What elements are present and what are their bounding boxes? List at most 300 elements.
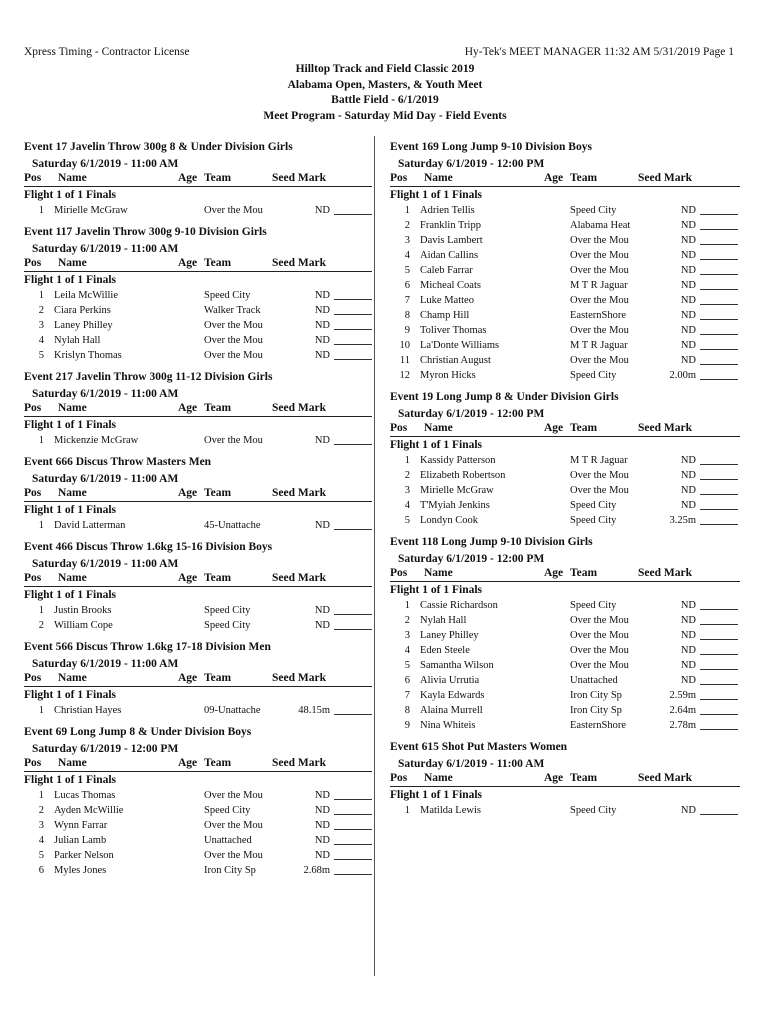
seed-mark: ND xyxy=(314,805,330,816)
entry-row xyxy=(390,803,740,818)
seed-mark: ND xyxy=(314,820,330,831)
entry-pos: 9 xyxy=(404,720,410,731)
team-name: Over the Mou xyxy=(570,645,629,656)
entry-pos: 2 xyxy=(38,620,44,631)
pos-header: Pos xyxy=(390,172,408,184)
entry-pos: 3 xyxy=(38,820,44,831)
event-block xyxy=(24,638,372,718)
column-header-row xyxy=(390,567,740,582)
seed-mark: ND xyxy=(680,355,696,366)
team-name: Speed City xyxy=(570,500,617,511)
seed-mark-header: Seed Mark xyxy=(272,572,326,584)
age-header: Age xyxy=(544,567,564,579)
seed-mark: ND xyxy=(314,335,330,346)
result-blank-line xyxy=(334,314,372,315)
team-name: Speed City xyxy=(570,205,617,216)
name-header: Name xyxy=(58,672,87,684)
athlete-name: David Latterman xyxy=(54,520,126,531)
entry-pos: 2 xyxy=(38,305,44,316)
seed-mark: 3.25m xyxy=(669,515,696,526)
athlete-name: Micheal Coats xyxy=(420,280,481,291)
result-blank-line xyxy=(700,304,738,305)
seed-mark: ND xyxy=(680,500,696,511)
result-blank-line xyxy=(700,509,738,510)
result-blank-line xyxy=(700,699,738,700)
name-header: Name xyxy=(58,172,87,184)
seed-mark-header: Seed Mark xyxy=(272,487,326,499)
team-name: M T R Jaguar xyxy=(570,280,628,291)
entry-pos: 3 xyxy=(38,320,44,331)
result-blank-line xyxy=(700,524,738,525)
event-block xyxy=(390,388,740,528)
seed-mark: ND xyxy=(680,280,696,291)
seed-mark: ND xyxy=(680,645,696,656)
column-header-row xyxy=(24,487,372,502)
result-blank-line xyxy=(700,494,738,495)
entry-pos: 5 xyxy=(38,350,44,361)
team-name: Unattached xyxy=(204,835,252,846)
seed-mark: ND xyxy=(680,675,696,686)
athlete-name: Samantha Wilson xyxy=(420,660,494,671)
entry-pos: 8 xyxy=(404,310,410,321)
entry-pos: 1 xyxy=(404,600,410,611)
result-blank-line xyxy=(700,214,738,215)
pos-header: Pos xyxy=(390,772,408,784)
entry-row xyxy=(24,333,372,348)
athlete-name: Kassidy Patterson xyxy=(420,455,496,466)
team-name: Over the Mou xyxy=(570,325,629,336)
seed-mark: 2.64m xyxy=(669,705,696,716)
seed-mark: ND xyxy=(680,250,696,261)
seed-mark-header: Seed Mark xyxy=(638,567,692,579)
entry-pos: 1 xyxy=(404,205,410,216)
seed-mark: ND xyxy=(680,205,696,216)
result-blank-line xyxy=(700,229,738,230)
entry-pos: 1 xyxy=(38,705,44,716)
seed-mark: ND xyxy=(314,850,330,861)
result-blank-line xyxy=(334,714,372,715)
result-blank-line xyxy=(700,349,738,350)
team-name: Over the Mou xyxy=(204,820,263,831)
event-title: Event 118 Long Jump 9-10 Division Girls xyxy=(390,536,593,548)
team-name: Over the Mou xyxy=(570,250,629,261)
entry-row xyxy=(390,498,740,513)
athlete-name: Caleb Farrar xyxy=(420,265,473,276)
seed-mark: ND xyxy=(680,630,696,641)
result-blank-line xyxy=(334,614,372,615)
team-header: Team xyxy=(204,172,232,184)
result-blank-line xyxy=(334,214,372,215)
seed-mark: ND xyxy=(314,790,330,801)
pos-header: Pos xyxy=(24,172,42,184)
entry-row xyxy=(24,348,372,363)
entry-row xyxy=(24,788,372,803)
entry-pos: 1 xyxy=(38,290,44,301)
seed-mark: ND xyxy=(680,660,696,671)
result-blank-line xyxy=(334,299,372,300)
entry-pos: 9 xyxy=(404,325,410,336)
column-header-row xyxy=(390,172,740,187)
seed-mark-header: Seed Mark xyxy=(272,402,326,414)
entry-row xyxy=(24,603,372,618)
entry-row xyxy=(24,803,372,818)
entry-row xyxy=(390,353,740,368)
athlete-name: Wynn Farrar xyxy=(54,820,108,831)
entry-row xyxy=(390,218,740,233)
result-blank-line xyxy=(334,629,372,630)
entry-pos: 11 xyxy=(399,355,410,366)
flight-label: Flight 1 of 1 Finals xyxy=(24,589,117,601)
team-name: Speed City xyxy=(570,370,617,381)
column-header-row xyxy=(24,757,372,772)
seed-mark: 2.59m xyxy=(669,690,696,701)
seed-mark: 2.78m xyxy=(669,720,696,731)
event-block xyxy=(390,138,740,383)
flight-label: Flight 1 of 1 Finals xyxy=(390,789,483,801)
seed-mark-header: Seed Mark xyxy=(638,772,692,784)
seed-mark: ND xyxy=(680,310,696,321)
entry-row xyxy=(24,203,372,218)
entry-row xyxy=(24,518,372,533)
team-name: Unattached xyxy=(570,675,618,686)
event-title: Event 466 Discus Throw 1.6kg 15-16 Division Boys xyxy=(24,541,273,553)
athlete-name: Franklin Tripp xyxy=(420,220,481,231)
athlete-name: Adrien Tellis xyxy=(420,205,475,216)
seed-mark-header: Seed Mark xyxy=(272,257,326,269)
team-header: Team xyxy=(570,172,598,184)
column-header-row xyxy=(390,422,740,437)
session-time: Saturday 6/1/2019 - 11:00 AM xyxy=(32,658,179,670)
meet-title: Hilltop Track and Field Classic 2019 xyxy=(295,63,475,75)
athlete-name: La'Donte Williams xyxy=(420,340,500,351)
team-name: Over the Mou xyxy=(204,335,263,346)
seed-mark: ND xyxy=(680,485,696,496)
team-name: 45-Unattache xyxy=(204,520,261,531)
result-blank-line xyxy=(700,364,738,365)
seed-mark: ND xyxy=(314,435,330,446)
entry-row xyxy=(24,618,372,633)
entry-pos: 6 xyxy=(404,675,410,686)
entry-pos: 6 xyxy=(404,280,410,291)
team-header: Team xyxy=(204,257,232,269)
athlete-name: Julian Lamb xyxy=(54,835,107,846)
athlete-name: Nylah Hall xyxy=(420,615,467,626)
event-title: Event 566 Discus Throw 1.6kg 17-18 Division Men xyxy=(24,641,271,653)
seed-mark: ND xyxy=(680,615,696,626)
result-blank-line xyxy=(334,329,372,330)
athlete-name: Aidan Callins xyxy=(420,250,479,261)
result-blank-line xyxy=(334,344,372,345)
flight-label: Flight 1 of 1 Finals xyxy=(24,774,117,786)
entry-row xyxy=(24,848,372,863)
entry-row xyxy=(390,688,740,703)
team-name: Over the Mou xyxy=(570,485,629,496)
session-time: Saturday 6/1/2019 - 11:00 AM xyxy=(32,158,179,170)
meet-manager-header: Hy-Tek's MEET MANAGER 11:32 AM 5/31/2019 Page 1 xyxy=(464,46,734,58)
entry-row xyxy=(24,833,372,848)
entry-pos: 4 xyxy=(38,835,44,846)
result-blank-line xyxy=(700,464,738,465)
entry-pos: 1 xyxy=(404,455,410,466)
athlete-name: Mirielle McGraw xyxy=(54,205,128,216)
name-header: Name xyxy=(424,172,453,184)
result-blank-line xyxy=(700,624,738,625)
result-blank-line xyxy=(334,844,372,845)
entry-row xyxy=(390,643,740,658)
entry-row xyxy=(390,233,740,248)
result-blank-line xyxy=(700,274,738,275)
seed-mark: ND xyxy=(314,205,330,216)
team-name: Over the Mou xyxy=(204,320,263,331)
pos-header: Pos xyxy=(24,757,42,769)
seed-mark: ND xyxy=(314,290,330,301)
team-header: Team xyxy=(570,772,598,784)
seed-mark: ND xyxy=(680,470,696,481)
entry-pos: 8 xyxy=(404,705,410,716)
athlete-name: Elizabeth Robertson xyxy=(420,470,506,481)
athlete-name: Laney Philley xyxy=(54,320,113,331)
age-header: Age xyxy=(178,487,198,499)
entry-pos: 1 xyxy=(38,520,44,531)
athlete-name: Alivia Urrutia xyxy=(420,675,480,686)
result-blank-line xyxy=(700,479,738,480)
entry-row xyxy=(24,703,372,718)
entry-pos: 4 xyxy=(404,250,410,261)
team-name: Over the Mou xyxy=(204,790,263,801)
seed-mark: ND xyxy=(314,350,330,361)
flight-label: Flight 1 of 1 Finals xyxy=(390,439,483,451)
name-header: Name xyxy=(424,422,453,434)
seed-mark: ND xyxy=(314,520,330,531)
seed-mark-header: Seed Mark xyxy=(638,422,692,434)
result-blank-line xyxy=(700,654,738,655)
result-blank-line xyxy=(334,799,372,800)
pos-header: Pos xyxy=(390,422,408,434)
team-name: Speed City xyxy=(204,605,251,616)
event-title: Event 615 Shot Put Masters Women xyxy=(390,741,568,753)
result-blank-line xyxy=(700,609,738,610)
entry-row xyxy=(24,318,372,333)
entry-pos: 4 xyxy=(404,645,410,656)
event-block xyxy=(24,368,372,448)
team-name: M T R Jaguar xyxy=(570,340,628,351)
entry-pos: 7 xyxy=(404,295,410,306)
result-blank-line xyxy=(700,289,738,290)
age-header: Age xyxy=(178,257,198,269)
pos-header: Pos xyxy=(390,567,408,579)
entry-pos: 5 xyxy=(404,265,410,276)
entry-row xyxy=(390,658,740,673)
event-title: Event 69 Long Jump 8 & Under Division Boys xyxy=(24,726,252,738)
event-block xyxy=(24,453,372,533)
team-name: 09-Unattache xyxy=(204,705,261,716)
event-block xyxy=(24,723,372,878)
entry-pos: 5 xyxy=(404,515,410,526)
entry-row xyxy=(390,703,740,718)
seed-mark: ND xyxy=(680,295,696,306)
pos-header: Pos xyxy=(24,672,42,684)
entry-pos: 10 xyxy=(399,340,410,351)
entry-row xyxy=(24,863,372,878)
name-header: Name xyxy=(58,572,87,584)
flight-label: Flight 1 of 1 Finals xyxy=(24,274,117,286)
athlete-name: T'Myiah Jenkins xyxy=(420,500,490,511)
seed-mark: ND xyxy=(680,325,696,336)
athlete-name: Cassie Richardson xyxy=(420,600,498,611)
meet-subtitle: Alabama Open, Masters, & Youth Meet xyxy=(287,78,483,91)
flight-label: Flight 1 of 1 Finals xyxy=(24,689,117,701)
session-time: Saturday 6/1/2019 - 11:00 AM xyxy=(32,388,179,400)
athlete-name: Toliver Thomas xyxy=(420,325,487,336)
meet-title-block xyxy=(0,62,770,124)
result-blank-line xyxy=(334,859,372,860)
session-time: Saturday 6/1/2019 - 12:00 PM xyxy=(398,553,545,565)
result-blank-line xyxy=(700,814,738,815)
result-blank-line xyxy=(700,669,738,670)
event-block xyxy=(24,138,372,218)
result-blank-line xyxy=(700,379,738,380)
team-name: Iron City Sp xyxy=(570,705,622,716)
entry-pos: 1 xyxy=(38,790,44,801)
session-time: Saturday 6/1/2019 - 12:00 PM xyxy=(32,743,179,755)
team-name: Over the Mou xyxy=(570,295,629,306)
entry-row xyxy=(390,278,740,293)
entry-pos: 7 xyxy=(404,690,410,701)
entry-row xyxy=(390,468,740,483)
entry-row xyxy=(390,338,740,353)
entry-row xyxy=(24,288,372,303)
age-header: Age xyxy=(178,572,198,584)
age-header: Age xyxy=(178,402,198,414)
event-title: Event 666 Discus Throw Masters Men xyxy=(24,456,212,468)
pos-header: Pos xyxy=(24,487,42,499)
entry-row xyxy=(390,628,740,643)
seed-mark-header: Seed Mark xyxy=(638,172,692,184)
flight-label: Flight 1 of 1 Finals xyxy=(24,189,117,201)
result-blank-line xyxy=(700,259,738,260)
name-header: Name xyxy=(58,402,87,414)
name-header: Name xyxy=(424,567,453,579)
pos-header: Pos xyxy=(24,572,42,584)
seed-mark: ND xyxy=(680,455,696,466)
team-name: Speed City xyxy=(570,600,617,611)
session-time: Saturday 6/1/2019 - 11:00 AM xyxy=(32,243,179,255)
entry-row xyxy=(390,598,740,613)
entry-row xyxy=(390,513,740,528)
column-divider xyxy=(374,136,375,976)
athlete-name: Mickenzie McGraw xyxy=(54,435,139,446)
session-time: Saturday 6/1/2019 - 11:00 AM xyxy=(398,758,545,770)
seed-mark-header: Seed Mark xyxy=(272,672,326,684)
entry-row xyxy=(390,673,740,688)
athlete-name: Lucas Thomas xyxy=(54,790,116,801)
entry-pos: 4 xyxy=(38,335,44,346)
entry-row xyxy=(390,368,740,383)
event-title: Event 19 Long Jump 8 & Under Division Girls xyxy=(390,391,619,403)
entry-pos: 6 xyxy=(38,865,44,876)
entry-row xyxy=(390,203,740,218)
team-name: Over the Mou xyxy=(570,355,629,366)
team-header: Team xyxy=(570,422,598,434)
left-events-column xyxy=(24,138,372,883)
seed-mark: ND xyxy=(314,320,330,331)
team-name: Speed City xyxy=(570,515,617,526)
name-header: Name xyxy=(58,757,87,769)
contractor-license-text: Xpress Timing - Contractor License xyxy=(24,46,190,58)
athlete-name: Nylah Hall xyxy=(54,335,101,346)
result-blank-line xyxy=(334,829,372,830)
event-title: Event 17 Javelin Throw 300g 8 & Under Division Girls xyxy=(24,141,293,153)
entry-pos: 5 xyxy=(38,850,44,861)
athlete-name: Leila McWillie xyxy=(54,290,119,301)
team-header: Team xyxy=(204,487,232,499)
team-name: Over the Mou xyxy=(570,615,629,626)
entry-row xyxy=(390,718,740,733)
team-header: Team xyxy=(204,672,232,684)
athlete-name: Champ Hill xyxy=(420,310,470,321)
pos-header: Pos xyxy=(24,402,42,414)
flight-label: Flight 1 of 1 Finals xyxy=(24,504,117,516)
athlete-name: Kayla Edwards xyxy=(420,690,485,701)
athlete-name: Ciara Perkins xyxy=(54,305,111,316)
result-blank-line xyxy=(700,684,738,685)
age-header: Age xyxy=(544,772,564,784)
name-header: Name xyxy=(58,487,87,499)
result-blank-line xyxy=(700,714,738,715)
athlete-name: Eden Steele xyxy=(420,645,470,656)
team-name: Iron City Sp xyxy=(570,690,622,701)
team-name: EasternShore xyxy=(570,720,626,731)
athlete-name: Mirielle McGraw xyxy=(420,485,494,496)
seed-mark: ND xyxy=(680,805,696,816)
entry-pos: 2 xyxy=(404,615,410,626)
age-header: Age xyxy=(178,757,198,769)
team-header: Team xyxy=(570,567,598,579)
team-name: Over the Mou xyxy=(570,630,629,641)
result-blank-line xyxy=(334,529,372,530)
entry-pos: 1 xyxy=(38,205,44,216)
entry-pos: 3 xyxy=(404,485,410,496)
seed-mark: ND xyxy=(680,220,696,231)
result-blank-line xyxy=(334,444,372,445)
team-name: EasternShore xyxy=(570,310,626,321)
name-header: Name xyxy=(58,257,87,269)
entry-row xyxy=(390,613,740,628)
entry-pos: 2 xyxy=(404,470,410,481)
entry-row xyxy=(24,818,372,833)
seed-mark: ND xyxy=(314,620,330,631)
team-name: Over the Mou xyxy=(570,470,629,481)
athlete-name: Luke Matteo xyxy=(420,295,474,306)
event-block xyxy=(390,533,740,733)
athlete-name: Myron Hicks xyxy=(420,370,476,381)
result-blank-line xyxy=(334,814,372,815)
team-name: Over the Mou xyxy=(204,850,263,861)
seed-mark: ND xyxy=(680,600,696,611)
team-header: Team xyxy=(204,757,232,769)
flight-label: Flight 1 of 1 Finals xyxy=(24,419,117,431)
seed-mark: ND xyxy=(680,265,696,276)
entry-row xyxy=(390,483,740,498)
event-title: Event 169 Long Jump 9-10 Division Boys xyxy=(390,141,592,153)
right-events-column xyxy=(390,138,740,823)
athlete-name: Justin Brooks xyxy=(54,605,112,616)
column-header-row xyxy=(390,772,740,787)
athlete-name: Londyn Cook xyxy=(420,515,479,526)
seed-mark: 48.15m xyxy=(298,705,330,716)
flight-label: Flight 1 of 1 Finals xyxy=(390,584,483,596)
column-header-row xyxy=(24,672,372,687)
